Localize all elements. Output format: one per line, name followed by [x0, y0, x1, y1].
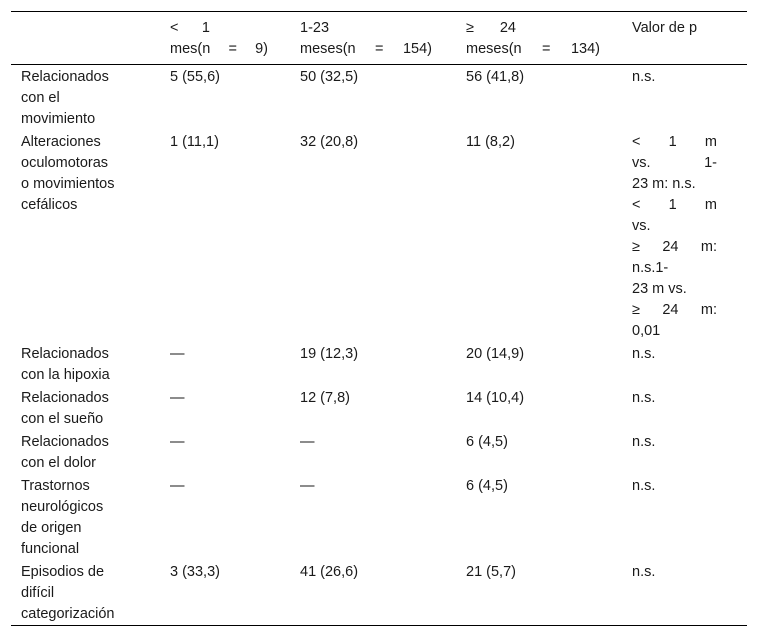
row-label-line: oculomotoras — [21, 155, 109, 171]
table-row — [11, 65, 747, 131]
row-label-line: Relacionados — [21, 390, 109, 406]
p-value-cell — [622, 130, 747, 342]
row-label-line: Alteraciones — [21, 134, 101, 150]
value-cell: 12 (7,8) — [300, 390, 350, 406]
header-line: meses(n = 134) — [466, 41, 600, 57]
header-cell-p-value — [622, 12, 747, 65]
row-label-cell — [11, 560, 160, 626]
p-value-line: < 1 m — [632, 134, 717, 150]
row-label-line: movimiento — [21, 111, 96, 127]
row-label-line: Relacionados — [21, 69, 109, 85]
header-line: 1-23 — [300, 20, 330, 36]
value-cell: 6 (4,5) — [466, 478, 508, 494]
row-label-line: funcional — [21, 541, 80, 557]
table-row — [11, 386, 747, 430]
value-cell: 32 (20,8) — [300, 134, 359, 150]
p-value-line: 23 m vs. — [632, 281, 687, 297]
p-value-line: n.s. — [632, 390, 656, 406]
value-cell: — — [170, 390, 185, 406]
table-row — [11, 474, 747, 560]
value-cell: 56 (41,8) — [466, 69, 525, 85]
value-cell: 3 (33,3) — [170, 564, 220, 580]
value-cell: — — [300, 434, 315, 450]
header-cell-label — [11, 12, 160, 65]
row-label-line: con el dolor — [21, 455, 96, 471]
row-label-line: con la hipoxia — [21, 367, 110, 383]
row-label-line: neurológicos — [21, 499, 104, 515]
p-value-line: < 1 m — [632, 197, 717, 213]
value-cell: 11 (8,2) — [466, 134, 515, 150]
value-cell: 19 (12,3) — [300, 346, 359, 362]
header-cell-24-plus-months — [456, 12, 622, 65]
p-value-line: 23 m: n.s. — [632, 176, 696, 192]
value-cell: 20 (14,9) — [466, 346, 525, 362]
header-line: mes(n = 9) — [170, 41, 268, 57]
row-label-line: o movimientos — [21, 176, 115, 192]
value-cell: — — [170, 346, 185, 362]
value-cell: — — [170, 434, 185, 450]
data-table — [11, 11, 747, 626]
table-row — [11, 560, 747, 626]
p-value-line: ≥ 24 m: — [632, 239, 717, 255]
p-value-cell — [622, 474, 747, 560]
header-row — [11, 12, 747, 65]
row-label-cell — [11, 474, 160, 560]
row-label-line: con el sueño — [21, 411, 104, 427]
row-label-cell — [11, 65, 160, 131]
p-value-line: n.s. — [632, 434, 656, 450]
row-label-line: Episodios de — [21, 564, 105, 580]
row-label-line: de origen — [21, 520, 82, 536]
row-label-line: categorización — [21, 606, 115, 622]
value-cell: 14 (10,4) — [466, 390, 525, 406]
value-cell: 1 (11,1) — [170, 134, 219, 150]
row-label-line: Relacionados — [21, 434, 109, 450]
value-cell: 6 (4,5) — [466, 434, 508, 450]
table-row — [11, 130, 747, 342]
header-line: ≥ 24 — [466, 20, 516, 36]
row-label-line: Trastornos — [21, 478, 90, 494]
p-value-line: n.s.1- — [632, 260, 669, 276]
row-label-line: difícil — [21, 585, 55, 601]
row-label-cell — [11, 386, 160, 430]
p-value-line: n.s. — [632, 564, 656, 580]
value-cell: — — [170, 478, 185, 494]
p-value-cell — [622, 560, 747, 626]
header-line: meses(n = 154) — [300, 41, 432, 57]
table-row — [11, 430, 747, 474]
p-value-line: n.s. — [632, 478, 656, 494]
row-label-cell — [11, 430, 160, 474]
header-line: Valor de p — [632, 20, 698, 36]
p-value-line: n.s. — [632, 346, 656, 362]
value-cell: 41 (26,6) — [300, 564, 359, 580]
value-cell: 5 (55,6) — [170, 69, 220, 85]
value-cell: 50 (32,5) — [300, 69, 359, 85]
p-value-line: 0,01 — [632, 323, 661, 339]
p-value-line: ≥ 24 m: — [632, 302, 717, 318]
p-value-cell — [622, 430, 747, 474]
value-cell: 21 (5,7) — [466, 564, 516, 580]
p-value-line: vs. 1- — [632, 155, 717, 171]
row-label-cell — [11, 130, 160, 342]
p-value-line: vs. — [632, 218, 651, 234]
p-value-cell — [622, 386, 747, 430]
header-cell-1-23-months — [290, 12, 456, 65]
header-cell-under-1-month — [160, 12, 290, 65]
row-label-cell — [11, 342, 160, 386]
value-cell: — — [300, 478, 315, 494]
p-value-line: n.s. — [632, 69, 656, 85]
header-line: < 1 — [170, 20, 210, 36]
row-label-line: cefálicos — [21, 197, 78, 213]
table-row — [11, 342, 747, 386]
row-label-line: con el — [21, 90, 60, 106]
p-value-cell — [622, 65, 747, 131]
p-value-cell — [622, 342, 747, 386]
row-label-line: Relacionados — [21, 346, 109, 362]
